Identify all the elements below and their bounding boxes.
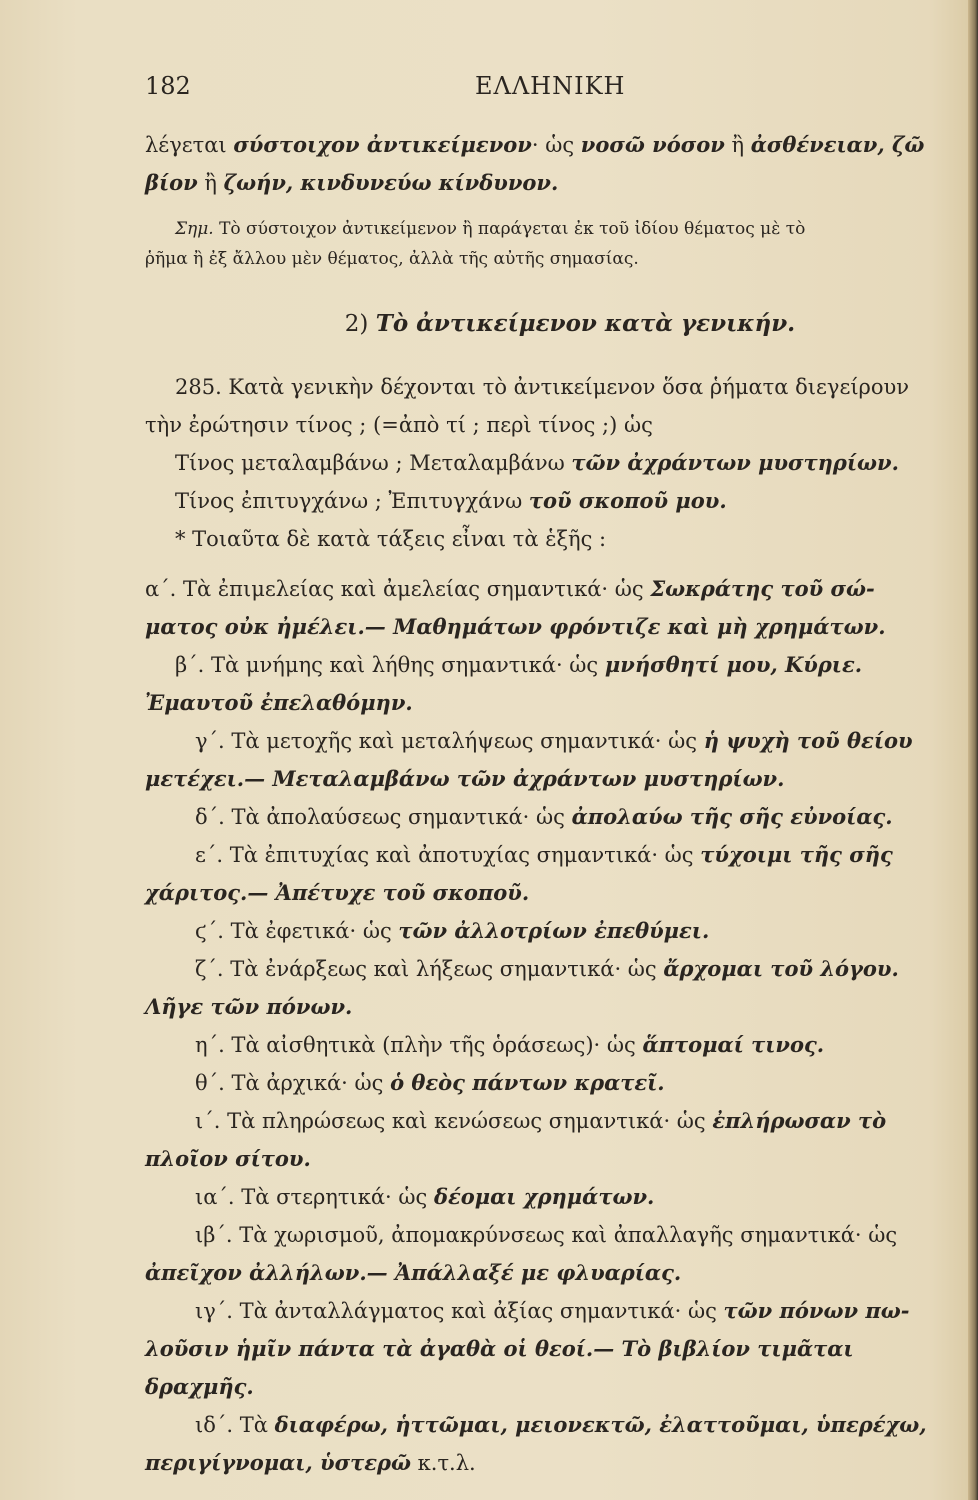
page-body (145, 126, 955, 1482)
item-a-line-1: α΄. Τὰ ἐπιμελείας καὶ ἀμελείας σημαντικά· ὡς Σωκράτης τοῦ σώ- (145, 576, 875, 601)
page-number: 182 (145, 72, 191, 100)
note-line-2: ῥῆμα ἢ ἐξ ἄλλου μὲν θέματος, ἀλλὰ τῆς αὐτῆς σημασίας. (145, 249, 639, 269)
section-heading: 2) Τὸ ἀντικείμενον κατὰ γενικήν. (344, 310, 796, 337)
para-285-line-1: 285. Κατὰ γενικὴν δέχονται τὸ ἀντικείμενον ὅσα ῥήματα διεγείρουν (175, 375, 910, 399)
running-head: ΕΛΛΗΝΙΚΗ (475, 72, 626, 100)
item-b-line-1: β΄. Τὰ μνήμης καὶ λήθης σημαντικά· ὡς μνήσθητί μου, Κύριε. (175, 652, 863, 677)
item-c-line-2: μετέχει.— Μεταλαμβάνω τῶν ἀχράντων μυστηρίων. (145, 766, 785, 791)
item-id-line-1: ιδ΄. Τὰ διαφέρω, ἡττῶμαι, μειονεκτῶ, ἐλαττοῦμαι, ὑπερέχω, (195, 1412, 927, 1437)
para-285-line-3: Τίνος μεταλαμβάνω ; Μεταλαμβάνω τῶν ἀχράντων μυστηρίων. (175, 450, 899, 475)
intro-line-1: λέγεται σύστοιχον ἀντικείμενον· ὡς νοσῶ νόσον ἢ ἀσθένειαν, ζῶ (145, 132, 925, 157)
item-e-line-1: ε΄. Τὰ ἐπιτυχίας καὶ ἀποτυχίας σημαντικά· ὡς τύχοιμι τῆς σῆς (195, 842, 893, 867)
item-z-line-1: ζ΄. Τὰ ἐνάρξεως καὶ λήξεως σημαντικά· ὡς ἄρχομαι τοῦ λόγου. (195, 956, 899, 981)
para-285-line-2: τὴν ἐρώτησιν τίνος ; (=ἀπὸ τί ; περὶ τίνος ;) ὡς (145, 413, 653, 437)
item-a-line-2: ματος οὐκ ἠμέλει.— Μαθημάτων φρόντιζε καὶ μὴ χρημάτων. (145, 614, 886, 639)
item-id-line-2: περιγίγνομαι, ὑστερῶ κ.τ.λ. (145, 1450, 476, 1475)
intro-line-2: βίον ἢ ζωήν, κινδυνεύω κίνδυνον. (145, 170, 559, 195)
item-b-line-2: Ἐμαυτοῦ ἐπελαθόμην. (145, 690, 413, 715)
item-t-line-1: θ΄. Τὰ ἀρχικά· ὡς ὁ θεὸς πάντων κρατεῖ. (195, 1070, 665, 1095)
item-i-line-2: πλοῖον σίτου. (145, 1146, 311, 1171)
item-c-line-1: γ΄. Τὰ μετοχῆς καὶ μεταλήψεως σημαντικά· ὡς ἡ ψυχὴ τοῦ θείου (195, 728, 913, 753)
item-z-line-2: Λῆγε τῶν πόνων. (145, 994, 353, 1019)
item-ig-line-3: δραχμῆς. (145, 1374, 254, 1399)
item-h-line-1: η΄. Τὰ αἰσθητικὰ (πλὴν τῆς ὁράσεως)· ὡς ἅπτομαί τινος. (195, 1032, 825, 1057)
item-s-line-1: ϛ΄. Τὰ ἐφετικά· ὡς τῶν ἀλλοτρίων ἐπεθύμει. (195, 918, 710, 943)
item-ib-line-1: ιβ΄. Τὰ χωρισμοῦ, ἀπομακρύνσεως καὶ ἀπαλλαγῆς σημαντικά· ὡς (195, 1223, 898, 1247)
item-i-line-1: ι΄. Τὰ πληρώσεως καὶ κενώσεως σημαντικά· ὡς ἐπλήρωσαν τὸ (195, 1108, 887, 1133)
page-edge (968, 0, 978, 1500)
para-285-line-5: * Τοιαῦτα δὲ κατὰ τάξεις εἶναι τὰ ἑξῆς : (175, 527, 607, 551)
para-285-line-4: Τίνος ἐπιτυγχάνω ; Ἐπιτυγχάνω τοῦ σκοποῦ μου. (175, 488, 727, 513)
item-ig-line-1: ιγ΄. Τὰ ἀνταλλάγματος καὶ ἀξίας σημαντικά· ὡς τῶν πόνων πω- (195, 1298, 910, 1323)
item-ib-line-2: ἀπεῖχον ἀλλήλων.— Ἀπάλλαξέ με φλυαρίας. (145, 1260, 682, 1285)
note-line-1: Σημ. Τὸ σύστοιχον ἀντικείμενον ἢ παράγεται ἐκ τοῦ ἰδίου θέματος μὲ τὸ (175, 219, 806, 239)
item-ig-line-2: λοῦσιν ἡμῖν πάντα τὰ ἀγαθὰ οἱ θεοί.— Τὸ βιβλίον τιμᾶται (145, 1336, 854, 1361)
item-e-line-2: χάριτος.— Ἀπέτυχε τοῦ σκοποῦ. (145, 880, 530, 905)
item-d-line-1: δ΄. Τὰ ἀπολαύσεως σημαντικά· ὡς ἀπολαύω τῆς σῆς εὐνοίας. (195, 804, 893, 829)
page-header (145, 72, 955, 108)
item-ia-line-1: ια΄. Τὰ στερητικά· ὡς δέομαι χρημάτων. (195, 1184, 655, 1209)
